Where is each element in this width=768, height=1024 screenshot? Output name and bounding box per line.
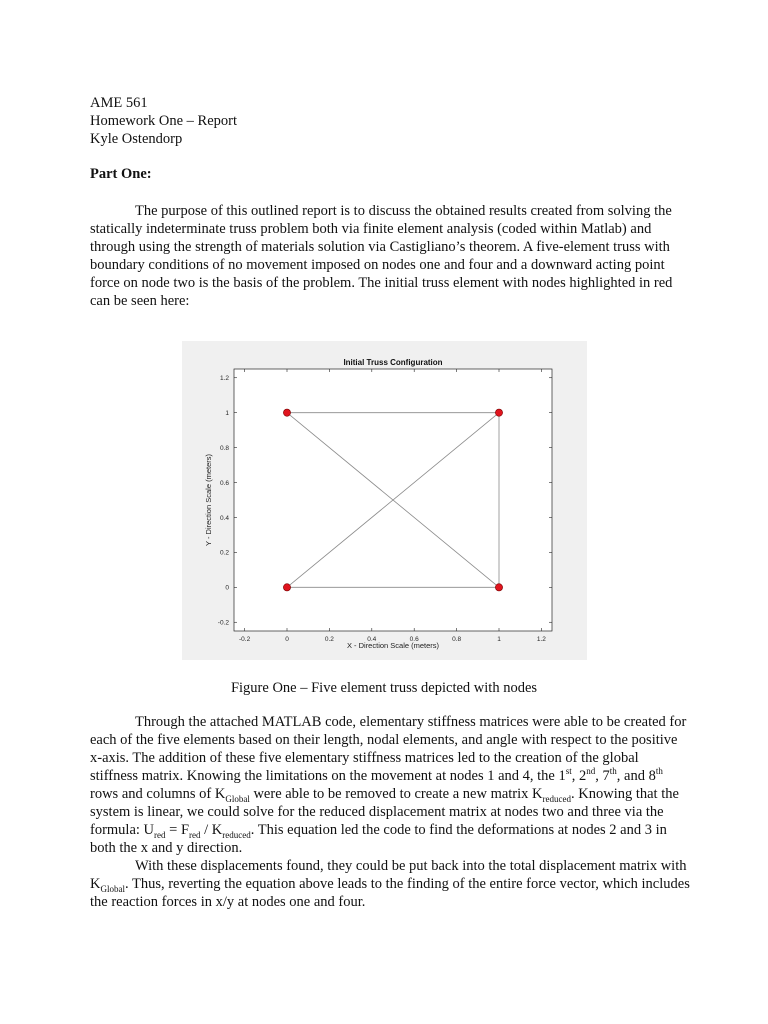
y-axis-label: Y - Direction Scale (meters): [204, 454, 213, 546]
x-tick-label: 0.8: [452, 636, 462, 643]
p3-sub-1: Global: [100, 883, 125, 894]
y-tick-label: 1: [225, 409, 229, 417]
y-tick-label: 0.6: [219, 479, 229, 487]
p2-sub-1: Global: [225, 793, 250, 804]
x-tick-label: 0.6: [409, 636, 419, 643]
p2-text-7: . Knowing that the system is linear, we could solve for the reduced displacement matrix at nodes two and three via the formula: U: [90, 786, 679, 838]
p2-sup-2: nd: [586, 766, 596, 777]
x-tick-label: 0: [285, 636, 289, 643]
assignment-title: Homework One – Report: [90, 113, 237, 129]
truss-chart: [182, 341, 587, 660]
intro-paragraph-block: [90, 202, 690, 310]
p2-sup-1: st: [565, 766, 572, 777]
y-tick-label: 0.4: [219, 514, 229, 522]
x-tick-label: 1: [497, 636, 501, 643]
x-tick-label: 0.4: [367, 636, 377, 643]
course-code: AME 561: [90, 95, 148, 111]
y-tick-label: 0.8: [219, 444, 229, 452]
method-paragraph: [90, 713, 690, 857]
p2-text-5: rows and columns of K: [90, 786, 226, 802]
x-tick-label: 0.2: [324, 636, 334, 643]
y-tick-label: 1.2: [219, 375, 229, 383]
truss-node-point: [495, 409, 502, 416]
y-tick-label: -0.2: [217, 619, 229, 627]
intro-paragraph: The purpose of this outlined report is to discuss the obtained results created from solving the statically indeterminate truss problem both via finite element analysis (coded within Matlab) and through using the strength of materials solution via Castigliano’s theorem. A five-element truss with boundary conditions of no movement imposed on nodes one and four and a downward acting point force on node two is the basis of the problem. The initial truss element with nodes highlighted in red can be seen here:: [90, 203, 673, 309]
p2-text-2: , 2: [571, 768, 587, 784]
truss-node-point: [283, 409, 290, 416]
method-paragraph-block: [90, 713, 690, 911]
p3-text-1: With these displacements found, they could be put back into the total displacement matrix with K: [90, 858, 687, 892]
p2-text-10: . This equation led the code to find the deformations at nodes 2 and 3 in both the x and y direction.: [90, 822, 667, 856]
figure-caption: Figure One – Five element truss depicted with nodes: [230, 680, 538, 696]
x-tick-label: 1.2: [536, 636, 546, 643]
x-tick-label: -0.2: [238, 636, 251, 643]
p2-sub-2: reduced: [542, 793, 571, 804]
p2-text-1: Through the attached MATLAB code, elementary stiffness matrices were able to be created for each of the five elements based on their length, nodal elements, and angle with respect to the positive x-axis. The addition of these five elementary stiffness matrices led to the creation of the global stiffness matrix. Knowing the limitations on the movement at nodes 1 and 4, the 1: [90, 714, 687, 784]
p2-text-4: , and 8: [616, 768, 656, 784]
y-tick-label: 0.2: [219, 549, 229, 557]
author-name: Kyle Ostendorp: [90, 131, 183, 147]
truss-node-point: [283, 584, 290, 591]
p2-sup-4: th: [655, 766, 663, 777]
p3-text-2: . Thus, reverting the equation above leads to the finding of the entire force vector, which includes the reaction forces in x/y at nodes one and four.: [90, 876, 690, 910]
p2-text-9: / K: [200, 822, 223, 838]
truss-figure: [182, 341, 587, 660]
results-paragraph: [90, 857, 690, 911]
chart-title: Initial Truss Configuration: [343, 358, 443, 367]
p2-text-3: , 7: [595, 768, 610, 784]
p2-sub-5: reduced: [222, 829, 251, 840]
y-tick-label: 0: [225, 584, 229, 592]
p2-sup-3: th: [609, 766, 617, 777]
part-heading: Part One:: [90, 166, 152, 182]
p2-sub-3: red: [154, 829, 166, 840]
x-axis-label: X - Direction Scale (meters): [346, 641, 440, 650]
p2-text-8: = F: [165, 822, 190, 838]
p2-sub-4: red: [189, 829, 201, 840]
p2-text-6: were able to be removed to create a new matrix K: [249, 786, 543, 802]
truss-node-point: [495, 584, 502, 591]
